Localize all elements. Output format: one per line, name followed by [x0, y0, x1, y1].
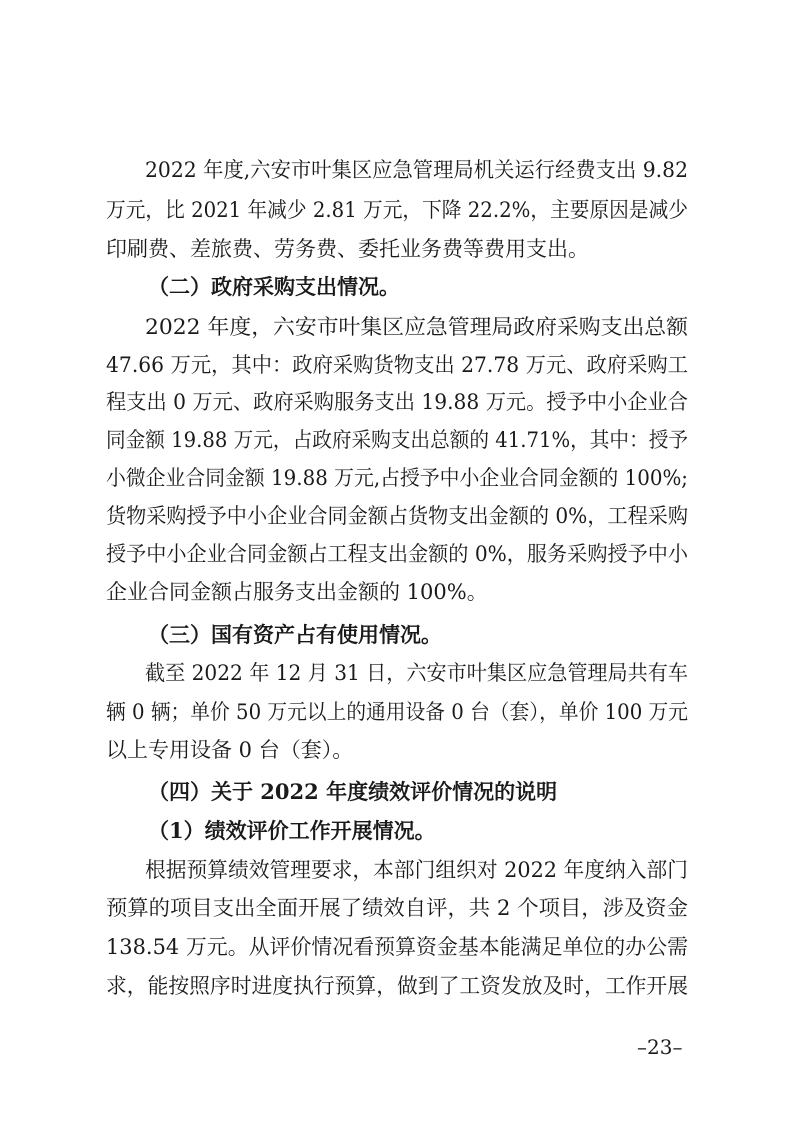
section-heading-text: （二）政府采购支出情况。 — [148, 274, 400, 299]
page-number: –23– — [637, 1035, 683, 1059]
line-text: 程支出 0 万元、政府采购服务支出 19.88 万元。授予中小企业合 — [106, 390, 688, 414]
line-text: 小微企业合同金额 19.88 万元,占授予中小企业合同金额的 100%; — [106, 466, 688, 490]
paragraph-line — [0, 970, 793, 1002]
paragraph-line — [0, 576, 793, 608]
line-text: 印刷费、差旅费、劳务费、委托业务费等费用支出。 — [106, 237, 589, 261]
line-text: 47.66 万元，其中：政府采购货物支出 27.78 万元、政府采购工 — [106, 353, 688, 377]
line-text: 辆 0 辆；单价 50 万元以上的通用设备 0 台（套），单价 100 万元 — [106, 700, 688, 724]
paragraph-line — [0, 233, 793, 265]
line-text: 预算的项目支出全面开展了绩效自评，共 2 个项目，涉及资金 — [106, 896, 688, 920]
section-heading — [0, 619, 793, 651]
paragraph-line — [0, 854, 793, 886]
line-text: 货物采购授予中小企业合同金额占货物支出金额的 0%，工程采购 — [106, 504, 688, 528]
section-heading — [0, 271, 793, 303]
line-text: 授予中小企业合同金额占工程支出金额的 0%，服务采购授予中小 — [106, 542, 688, 566]
paragraph-line — [0, 349, 793, 381]
line-text: 以上专用设备 0 台（套）。 — [106, 738, 354, 762]
paragraph-line — [0, 931, 793, 963]
line-text: 根据预算绩效管理要求，本部门组织对 2022 年度纳入部门 — [145, 858, 688, 882]
subsection-heading — [0, 815, 793, 847]
paragraph-line — [0, 311, 793, 343]
paragraph-line — [0, 696, 793, 728]
paragraph-line — [0, 538, 793, 570]
paragraph-line — [0, 734, 793, 766]
line-text: 万元，比 2021 年减少 2.81 万元，下降 22.2%，主要原因是减少 — [106, 198, 688, 222]
line-text: 138.54 万元。从评价情况看预算资金基本能满足单位的办公需 — [106, 935, 688, 959]
paragraph-line — [0, 424, 793, 456]
paragraph-line — [0, 386, 793, 418]
line-text: 2022 年度，六安市叶集区应急管理局政府采购支出总额 — [145, 315, 688, 339]
line-text: 企业合同金额占服务支出金额的 100%。 — [106, 580, 488, 604]
paragraph-line — [0, 500, 793, 532]
line-text: 2022 年度,六安市叶集区应急管理局机关运行经费支出 9.82 — [145, 158, 688, 182]
line-text: 截至 2022 年 12 月 31 日，六安市叶集区应急管理局共有车 — [145, 661, 688, 685]
line-text: 同金额 19.88 万元，占政府采购支出总额的 41.71%，其中：授予 — [106, 428, 688, 452]
section-heading-text: （三）国有资产占有使用情况。 — [148, 622, 442, 647]
line-text: 求，能按照序时进度执行预算，做到了工资发放及时，工作开展 — [106, 974, 688, 998]
section-heading — [0, 776, 793, 808]
paragraph-line — [0, 892, 793, 924]
paragraph-line — [0, 462, 793, 494]
section-heading-text: （四）关于 2022 年度绩效评价情况的说明 — [148, 779, 558, 804]
paragraph-line — [0, 194, 793, 226]
paragraph-line — [0, 154, 793, 186]
subsection-heading-text: （1）绩效评价工作开展情况。 — [148, 818, 436, 843]
paragraph-line — [0, 657, 793, 689]
